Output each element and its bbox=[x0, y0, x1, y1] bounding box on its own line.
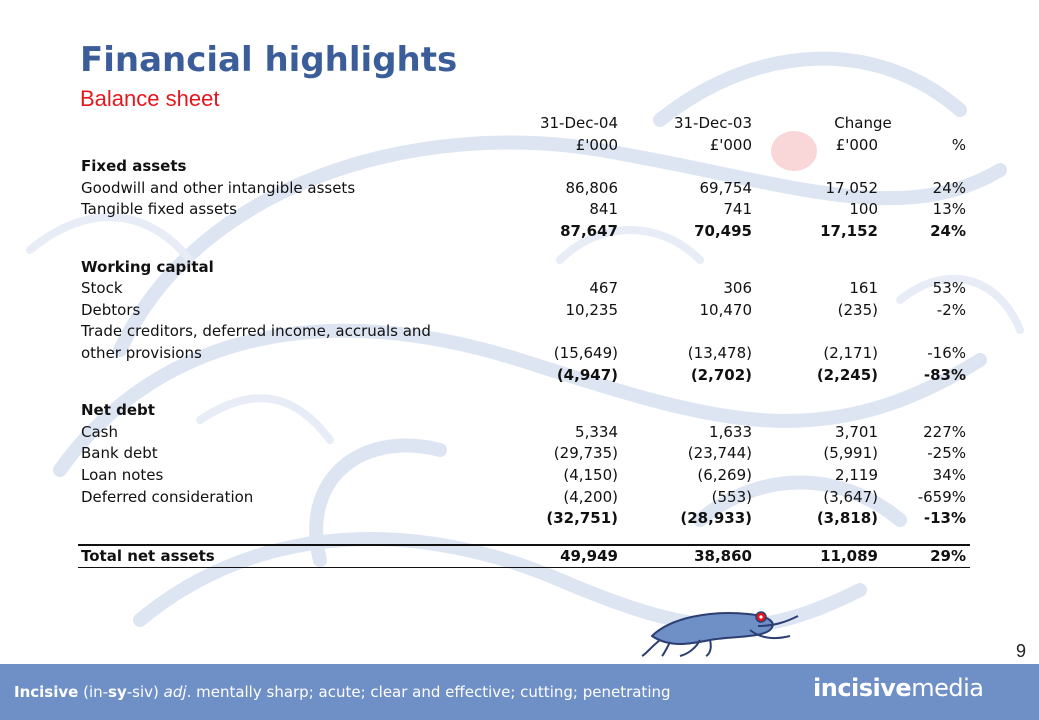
footer-tagline bbox=[14, 683, 671, 701]
cell-value: 34% bbox=[932, 465, 966, 484]
col-header-2003: 31-Dec-03 bbox=[673, 114, 752, 132]
balance-sheet-table bbox=[78, 113, 970, 568]
table-row bbox=[78, 443, 970, 465]
cell-value: 467 bbox=[589, 279, 618, 298]
cell-value: 70,495 bbox=[694, 221, 752, 240]
header-row-units bbox=[78, 135, 970, 157]
row-label: Stock bbox=[81, 279, 123, 298]
cell-value: 1,633 bbox=[709, 422, 752, 441]
row-label: other provisions bbox=[81, 343, 202, 362]
row-label: Bank debt bbox=[81, 444, 158, 463]
row-label: Cash bbox=[81, 422, 118, 441]
table-row bbox=[78, 343, 970, 365]
cell-value: -659% bbox=[917, 487, 966, 506]
cell-value: (4,200) bbox=[563, 487, 618, 506]
footer-bar bbox=[0, 664, 1039, 720]
cell-value: 17,152 bbox=[820, 221, 878, 240]
cell-value: 24% bbox=[932, 178, 966, 197]
cell-value: -2% bbox=[936, 300, 966, 319]
cell-value: 87,647 bbox=[560, 221, 618, 240]
page-number: 9 bbox=[1016, 641, 1027, 661]
row-label: Loan notes bbox=[81, 465, 164, 484]
cell-value: 13% bbox=[932, 200, 966, 219]
cell-value: (553) bbox=[711, 487, 752, 506]
logo-incisive: incisive bbox=[813, 674, 912, 702]
cell-value: 69,754 bbox=[699, 178, 752, 197]
cell-value: 10,470 bbox=[699, 300, 752, 319]
cell-value: (28,933) bbox=[680, 509, 752, 528]
cell-value: 227% bbox=[923, 422, 966, 441]
subtotal-row bbox=[78, 365, 970, 387]
section-heading-row bbox=[78, 400, 970, 422]
cell-value: -25% bbox=[927, 444, 966, 463]
cell-value: 86,806 bbox=[565, 178, 618, 197]
cell-value: 2,119 bbox=[835, 465, 878, 484]
row-label: Tangible fixed assets bbox=[81, 200, 237, 219]
table-row bbox=[78, 487, 970, 509]
frog-logo-icon bbox=[640, 596, 800, 658]
col-header-2004: 31-Dec-04 bbox=[539, 114, 618, 132]
cell-value: 24% bbox=[930, 221, 966, 240]
cell-value: 49,949 bbox=[488, 545, 622, 568]
unit-header: % bbox=[951, 135, 966, 154]
cell-value: (29,735) bbox=[553, 444, 618, 463]
tagline-definition: . mentally sharp; acute; clear and effective; cutting; penetrating bbox=[186, 683, 671, 701]
table-row bbox=[78, 278, 970, 300]
cell-value: (23,744) bbox=[687, 444, 752, 463]
cell-value: (5,991) bbox=[823, 444, 878, 463]
cell-value: (3,647) bbox=[823, 487, 878, 506]
table-row bbox=[78, 199, 970, 221]
cell-value: (4,947) bbox=[556, 365, 618, 384]
cell-value: 3,701 bbox=[835, 422, 878, 441]
subtotal-row bbox=[78, 221, 970, 243]
tagline-pronunciation-rest: -siv) bbox=[126, 683, 164, 701]
table-row bbox=[78, 178, 970, 200]
unit-header: £'000 bbox=[575, 135, 618, 154]
cell-value: (15,649) bbox=[553, 343, 618, 362]
subtotal-row bbox=[78, 508, 970, 530]
cell-value: 306 bbox=[723, 279, 752, 298]
unit-header: £'000 bbox=[709, 135, 752, 154]
cell-value: 38,860 bbox=[622, 545, 756, 568]
cell-value: (235) bbox=[837, 300, 878, 319]
table-row bbox=[78, 321, 970, 343]
row-label: Working capital bbox=[81, 257, 214, 276]
cell-value: (3,818) bbox=[816, 509, 878, 528]
row-label: Deferred consideration bbox=[81, 487, 254, 506]
cell-value: 161 bbox=[849, 279, 878, 298]
table-row bbox=[78, 465, 970, 487]
cell-value: 29% bbox=[882, 545, 970, 568]
page-title: Financial highlights bbox=[80, 40, 458, 80]
cell-value: (2,171) bbox=[823, 343, 878, 362]
header-row-dates bbox=[78, 113, 970, 135]
cell-value: -13% bbox=[923, 509, 966, 528]
page-subtitle: Balance sheet bbox=[80, 86, 220, 111]
cell-value: (6,269) bbox=[697, 465, 752, 484]
total-row bbox=[78, 545, 970, 568]
row-label: Goodwill and other intangible assets bbox=[81, 178, 356, 197]
cell-value: 741 bbox=[723, 200, 752, 219]
cell-value: (2,702) bbox=[690, 365, 752, 384]
col-header-change: Change bbox=[834, 114, 892, 132]
cell-value: -83% bbox=[923, 365, 966, 384]
row-label: Debtors bbox=[81, 300, 141, 319]
unit-header: £'000 bbox=[835, 135, 878, 154]
section-heading-row bbox=[78, 156, 970, 178]
cell-value: 100 bbox=[849, 200, 878, 219]
row-label: Net debt bbox=[81, 401, 155, 420]
tagline-word: Incisive bbox=[14, 683, 79, 701]
cell-value: (32,751) bbox=[546, 509, 618, 528]
tagline-stressed-syllable: sy bbox=[108, 683, 127, 701]
cell-value: (13,478) bbox=[687, 343, 752, 362]
section-heading-row bbox=[78, 257, 970, 279]
incisive-media-logo bbox=[813, 674, 983, 702]
cell-value: 17,052 bbox=[825, 178, 878, 197]
table-row bbox=[78, 422, 970, 444]
cell-value: -16% bbox=[927, 343, 966, 362]
tagline-part-of-speech: adj bbox=[163, 683, 187, 701]
cell-value: (2,245) bbox=[816, 365, 878, 384]
row-label: Fixed assets bbox=[81, 157, 187, 176]
cell-value: (4,150) bbox=[563, 465, 618, 484]
cell-value: 53% bbox=[932, 279, 966, 298]
tagline-pronunciation-open: (in- bbox=[78, 683, 109, 701]
cell-value: 11,089 bbox=[756, 545, 882, 568]
cell-value: 5,334 bbox=[575, 422, 618, 441]
row-label: Total net assets bbox=[78, 545, 488, 568]
logo-media: media bbox=[911, 674, 984, 702]
cell-value: 841 bbox=[589, 200, 618, 219]
table-row bbox=[78, 300, 970, 322]
row-label: Trade creditors, deferred income, accruals and bbox=[81, 322, 431, 341]
cell-value: 10,235 bbox=[565, 300, 618, 319]
